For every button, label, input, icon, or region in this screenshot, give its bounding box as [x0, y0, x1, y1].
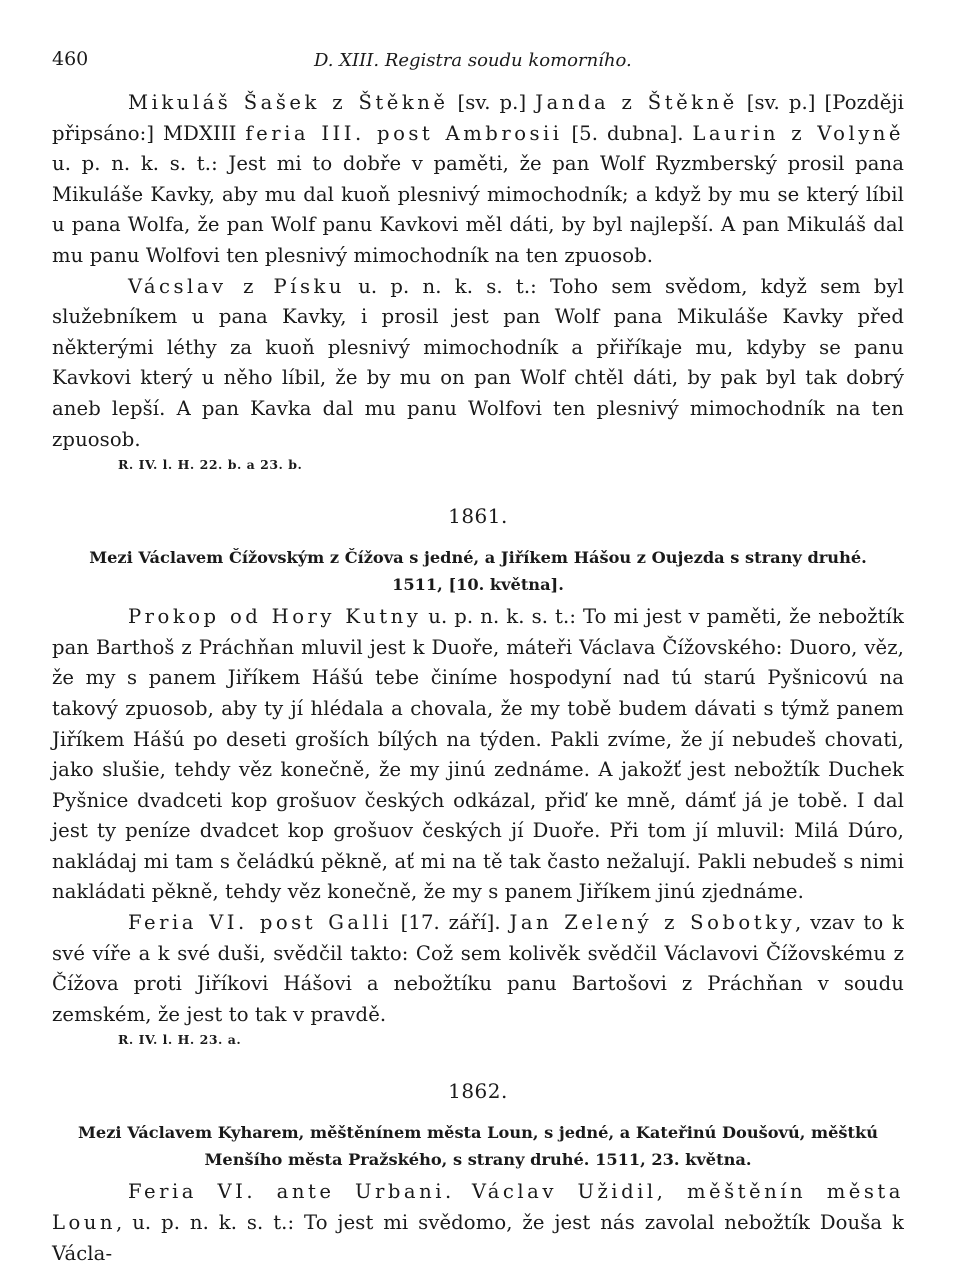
testimony-text: , u. p. n. k. s. t.: To jest mi svědomo, že jest nás zavolal nebožtík Douša k Václa- — [52, 1211, 904, 1265]
witness-name: Laurin z Volyně — [692, 121, 904, 145]
entry-1862 — [52, 1079, 904, 1269]
page — [52, 48, 904, 1269]
witness-name: Václav Užidil, měštěnín města Loun — [52, 1180, 904, 1235]
date-phrase: feria III. post Ambrosii — [245, 121, 563, 145]
testimony-paragraph: Mikuláš Šašek z Štěkně [sv. p.] Janda z Štěkně [sv. p.] [Později připsáno:] MDXIII feria III. post Ambrosii [5. dubna]. Laurin z Volyně u. p. n. k. s. t.: Jest mi to dobře v paměti, že pan Wolf Ryzmberský prosil pana Mikuláše Kavky, aby mu dal kuoň plesnivý mimochodník; a když by mu se který líbil u pana Wolfa, že pan Wolf panu Kavkovi měl dáti, by byl najlepší. A pan Mikuláš dal mu panu Wolfovi ten plesnivý mimochodník na ten zpuosob. — [52, 91, 904, 267]
entry-number: 1862. — [448, 1079, 508, 1104]
testimony-paragraph: Feria VI. post Galli [17. září]. Jan Zelený z Sobotky, vzav to k své víře a k své duši, svědčil takto: Což sem kolivěk svědčil Václavovi Čížovskému z Čížova proti Jiříkovi Hášovi a nebožtíku panu Bartošovi z Práchňan v soudu zemském, že jest to tak v pravdě. — [52, 911, 904, 1026]
testimony-text: , vzav to k své víře a k své duši, svědčil takto: Což sem kolivěk svědčil Václavovi Čížovskému z Čížova proti Jiříkovi Hášovi a nebožtíku panu Bartošovi z Práchňan v soudu zemském, že jest to tak v pravdě. — [52, 911, 904, 1026]
entry-summary: Mezi Václavem Čížovským z Čížova s jedné, a Jiříkem Hášou z Oujezda s strany druhé. 1511, [10. května]. — [89, 548, 867, 595]
source-reference: R. IV. l. H. 22. b. a 23. b. — [118, 457, 303, 473]
testimony-paragraph — [52, 1177, 904, 1269]
witness-name: Mikuláš Šašek z Štěkně — [128, 91, 449, 114]
date-phrase: Feria VI. ante Urbani. — [128, 1180, 455, 1204]
entry-1861 — [52, 504, 904, 1047]
testimony-text: u. p. n. k. s. t.: Jest mi to dobře v paměti, že pan Wolf Ryzmberský prosil pana Mikuláše Kavky, aby mu dal kuoň plesnivý mimochodník; a když by mu se který líbil u pana Wolfa, že pan Wolf panu Kavkovi měl dáti, by byl najlepší. A pan Mikuláš dal mu panu Wolfovi ten plesnivý mimochodník na ten zpuosob. — [52, 152, 904, 267]
entry-number: 1861. — [448, 504, 508, 529]
witness-name: Prokop od Hory Kutny — [128, 605, 422, 629]
entry-summary: Mezi Václavem Kyharem, měštěnínem města Loun, s jedné, a Kateřinú Doušovú, měštkú Menšího města Pražského, s strany druhé. 1511, 23. května. — [78, 1123, 878, 1170]
date-phrase: Feria VI. post Galli — [128, 911, 392, 935]
entry-continued — [52, 88, 904, 472]
witness-name: Vácslav z Písku — [128, 274, 346, 298]
running-title: D. XIII. Registra soudu komorního. — [314, 50, 632, 71]
testimony-paragraph — [52, 602, 904, 908]
page-header — [52, 48, 904, 88]
source-reference: R. IV. l. H. 23. a. — [118, 1032, 242, 1048]
testimony-text: u. p. n. k. s. t.: Toho sem svědom, když sem byl služebníkem u pana Kavky, i prosil jest pan Wolf pana Mikuláše Kavky před některými léthy za kuoň plesnivý mimochodník a přiříkaje mu, kdyby se panu Kavkovi který u něho líbil, že by mu on pan Wolf chtěl dáti, by pak byl tak dobrý aneb lepší. A pan Kavka dal mu panu Wolfovi ten plesnivý mimochodník na ten zpuosob. — [52, 274, 905, 451]
testimony-paragraph — [52, 272, 904, 456]
page-number: 460 — [52, 48, 89, 70]
witness-name: Janda z Štěkně — [535, 91, 738, 114]
witness-name: Jan Zelený z Sobotky — [509, 911, 796, 935]
testimony-text: u. p. n. k. s. t.: To mi jest v paměti, že nebožtík pan Barthoš z Práchňan mluvil jest k Duoře, máteři Václava Čížovského: Duoro, věz, že my s panem Jiříkem Hášú tebe činíme hospodyní nad tú starú Pyšnicovú na takový zpuosob, aby ty jí hlédala a chovala, že my tobě budem dávati s týmž panem Jiříkem Hášú po deseti groších bílých na týden. Pakli zvíme, že jí nebudeš chovati, jako slušie, tehdy věz konečně, že my jinú zednáme. A jakožť jest nebožtík Duchek Pyšnice dvadceti kop grošuov českých odkázal, přiď ke mně, dámť já je tobě. I dal jest ty peníze dvadcet kop grošuov českých jí Duoře. Při tom jí mluvil: Milá Dúro, nakládaj mi tam s čeládkú pěkně, ať mi na tě tak často nežalují. Pakli nebudeš s nimi nakládati pěkně, tehdy věz konečně, že my s panem Jiříkem jinú zjednáme. — [52, 605, 904, 904]
